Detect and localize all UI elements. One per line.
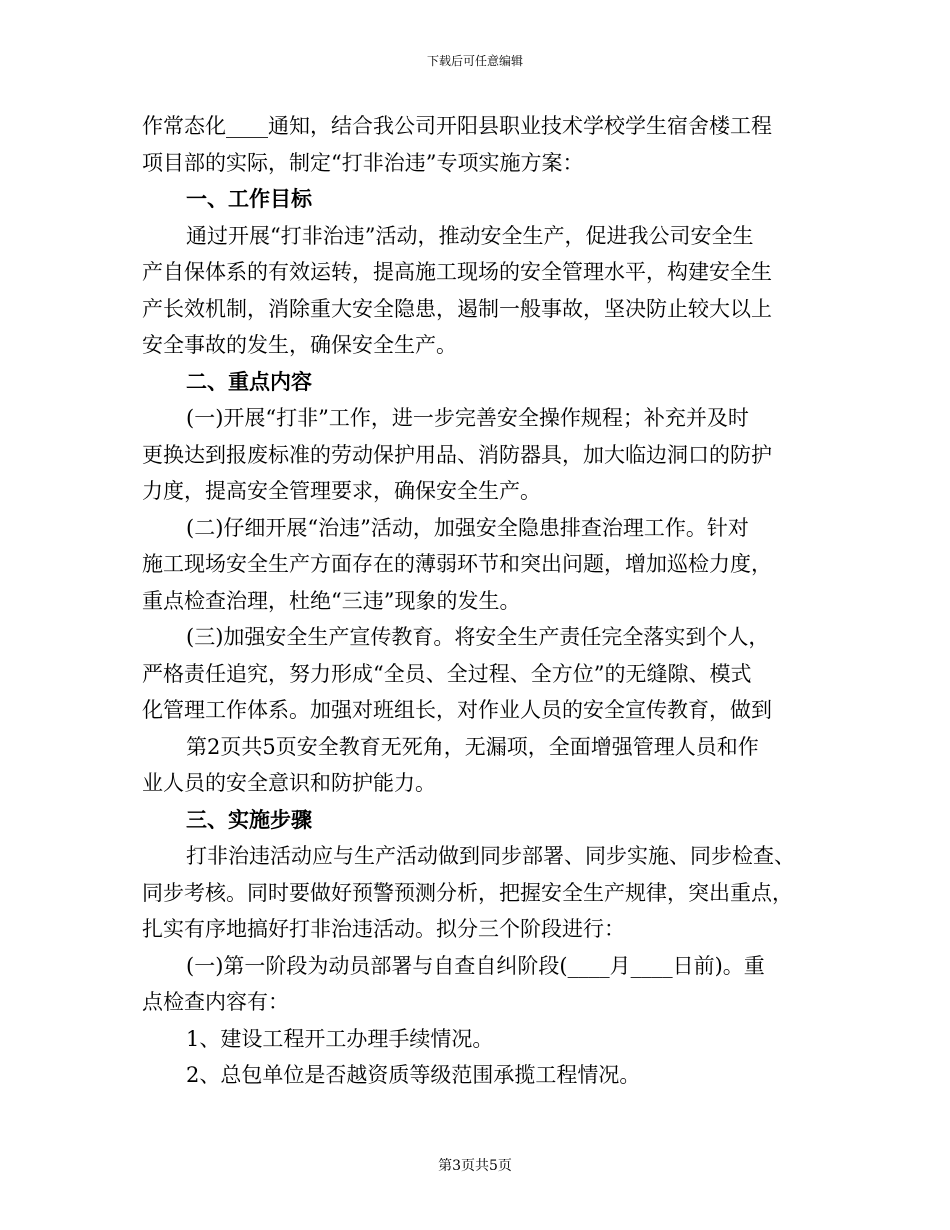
paragraph-line: 力度，提高安全管理要求，确保安全生产。 bbox=[142, 479, 541, 503]
paragraph-line: 扎实有序地搞好打非治违活动。拟分三个阶段进行： bbox=[142, 917, 625, 941]
paragraph-line: 项目部的实际，制定“打非治违”专项实施方案： bbox=[142, 150, 584, 175]
section-heading-key-content: 二、重点内容 bbox=[186, 369, 312, 394]
paragraph-line: 安全事故的发生，确保安全生产。 bbox=[142, 333, 457, 357]
paragraph-line: (一)开展“打非”工作，进一步完善安全操作规程；补充并及时 bbox=[186, 406, 749, 430]
page-footer: 第3页共5页 bbox=[438, 1158, 512, 1174]
paragraph-line: 点检查内容有： bbox=[142, 990, 289, 1014]
paragraph-line: 重点检查治理，杜绝“三违”现象的发生。 bbox=[142, 588, 521, 613]
paragraph-line: (三)加强安全生产宣传教育。将安全生产责任完全落实到个人， bbox=[186, 625, 770, 649]
paragraph-line: 业人员的安全意识和防护能力。 bbox=[142, 771, 436, 795]
paragraph-line: 施工现场安全生产方面存在的薄弱环节和突出问题，增加巡检力度， bbox=[142, 552, 772, 576]
paragraph-line: 作常态化____通知，结合我公司开阳县职业技术学校学生宿舍楼工程 bbox=[142, 114, 772, 138]
paragraph-line: 打非治违活动应与生产活动做到同步部署、同步实施、同步检查、 bbox=[186, 844, 795, 868]
paragraph-line: 产自保体系的有效运转，提高施工现场的安全管理水平，构建安全生 bbox=[142, 260, 772, 284]
page-header: 下载后可任意编辑 bbox=[426, 54, 523, 68]
paragraph-line: 化管理工作体系。加强对班组长，对作业人员的安全宣传教育，做到 bbox=[142, 698, 772, 722]
paragraph-line: 产长效机制，消除重大安全隐患，遏制一般事故，坚决防止较大以上 bbox=[142, 296, 772, 321]
section-heading-goals: 一、工作目标 bbox=[186, 187, 312, 211]
list-item: 1、建设工程开工办理手续情况。 bbox=[186, 1026, 494, 1051]
paragraph-line: 严格责任追究，努力形成“全员、全过程、全方位”的无缝隙、模式 bbox=[142, 661, 752, 686]
paragraph-line: 第2页共5页安全教育无死角，无漏项，全面增强管理人员和作 bbox=[186, 734, 759, 759]
paragraph-line: 同步考核。同时要做好预警预测分析，把握安全生产规律，突出重点， bbox=[142, 880, 793, 905]
paragraph-line: (一)第一阶段为动员部署与自查自纠阶段(____月____日前)。重 bbox=[186, 953, 765, 978]
paragraph-line: 通过开展“打非治违”活动，推动安全生产，促进我公司安全生 bbox=[186, 223, 754, 248]
paragraph-line: 更换达到报废标准的劳动保护用品、消防器具，加大临边洞口的防护 bbox=[142, 442, 772, 467]
paragraph-line: (二)仔细开展“治违”活动，加强安全隐患排查治理工作。针对 bbox=[186, 515, 749, 540]
list-item: 2、总包单位是否越资质等级范围承揽工程情况。 bbox=[186, 1063, 641, 1087]
document-body bbox=[142, 108, 812, 1094]
section-heading-steps: 三、实施步骤 bbox=[186, 807, 312, 832]
